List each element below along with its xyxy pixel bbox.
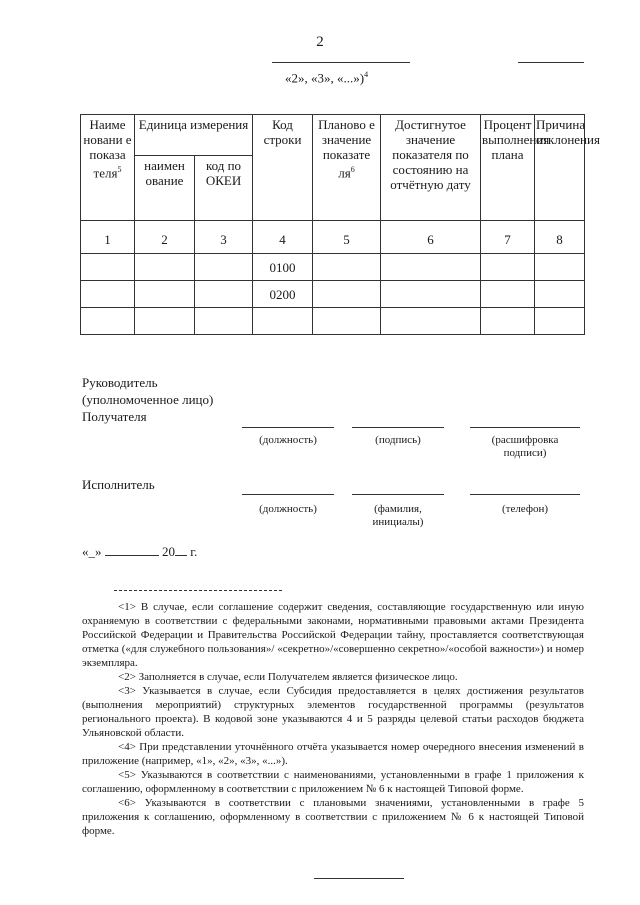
head-signature-line xyxy=(352,427,444,428)
table-row xyxy=(81,254,585,281)
table-cell xyxy=(313,254,381,281)
executor-phone-caption: (телефон) xyxy=(501,503,549,515)
table-cell xyxy=(81,281,135,308)
variant-prefix-line xyxy=(272,62,410,63)
page-number: 2 xyxy=(316,34,324,50)
table-cell xyxy=(381,308,481,335)
row-code-cell: 0100 xyxy=(253,254,313,281)
table-cell xyxy=(195,308,253,335)
report-variant-label xyxy=(285,70,368,86)
table-cell xyxy=(195,281,253,308)
footnote-separator xyxy=(114,590,282,591)
table-cell xyxy=(313,281,381,308)
date-line xyxy=(82,544,197,560)
table-cell xyxy=(195,254,253,281)
head-label: Руководитель (уполномоченное лицо) Получателя xyxy=(82,375,214,424)
header-unit-name: наимен ование xyxy=(135,156,195,221)
footnote-6: <6> Указываются в соответствии с плановыми значениями, установленными в графе 5 приложения к соглашению, оформленному в соответствии с приложением № 6 к настоящей Типовой форме. xyxy=(82,797,584,837)
row-code-cell: 0200 xyxy=(253,281,313,308)
head-name-caption: (расшифровка подписи) xyxy=(491,434,559,459)
column-number: 5 xyxy=(313,221,381,254)
table-cell xyxy=(535,281,585,308)
table-cell xyxy=(481,254,535,281)
table-cell xyxy=(481,308,535,335)
table-cell xyxy=(381,254,481,281)
footnotes xyxy=(82,600,584,838)
column-number: 1 xyxy=(81,221,135,254)
executor-label: Исполнитель xyxy=(82,477,155,492)
date-day: «_» xyxy=(82,544,102,559)
executor-position-line xyxy=(242,494,334,495)
table-cell xyxy=(535,254,585,281)
header-achieved-value: Достигнутое значение показателя по состоянию на отчётную дату xyxy=(381,115,481,221)
head-name-line xyxy=(470,427,580,428)
date-year-suffix: г. xyxy=(190,544,198,559)
footnote-2: <2> Заполняется в случае, если Получателем является физическое лицо. xyxy=(118,671,458,683)
table-cell xyxy=(313,308,381,335)
executor-name-caption: (фамилия, инициалы) xyxy=(372,503,424,528)
closing-line xyxy=(314,878,404,879)
column-number: 3 xyxy=(195,221,253,254)
executor-name-line xyxy=(352,494,444,495)
head-position-line xyxy=(242,427,334,428)
variant-code-line xyxy=(518,62,584,63)
footnote-5: <5> Указываются в соответствии с наименованиями, установленными в графе 1 приложения к соглашению, оформленному в соответствии с приложением № 6 к настоящей Типовой форме. xyxy=(82,769,584,795)
header-indicator-name: Наиме новани е показа теля$^5$ xyxy=(81,115,135,221)
executor-phone-line xyxy=(470,494,580,495)
row-code-cell xyxy=(253,308,313,335)
footnote-4: <4> При представлении уточнённого отчёта указывается номер очередного внесения изменений в приложение (например, «1», «2», «3», «...»). xyxy=(82,741,584,767)
header-percent: Процент выполнения плана xyxy=(481,115,535,221)
column-number: 2 xyxy=(135,221,195,254)
header-unit-code: код по ОКЕИ xyxy=(195,156,253,221)
variant-footnote-ref: 4 xyxy=(364,70,369,79)
head-position-caption: (должность) xyxy=(259,434,317,446)
column-numbers-row xyxy=(81,221,585,254)
table-cell xyxy=(135,308,195,335)
table-cell xyxy=(481,281,535,308)
header-planned-value: Планово е значение показате $ля^6$ xyxy=(313,115,381,221)
column-number: 6 xyxy=(381,221,481,254)
header-row-code: Код строки xyxy=(253,115,313,221)
header-reason: Причина отклонения xyxy=(535,115,585,221)
table-cell xyxy=(81,308,135,335)
table-cell xyxy=(381,281,481,308)
indicators-table xyxy=(80,114,600,335)
table-row xyxy=(81,281,585,308)
date-month-blank xyxy=(105,555,159,556)
executor-position-caption: (должность) xyxy=(259,503,317,515)
header-unit-group: Единица измерения xyxy=(135,115,253,156)
table-cell xyxy=(81,254,135,281)
date-year-prefix: 20 xyxy=(162,544,175,559)
table-cell xyxy=(135,254,195,281)
variant-text: «2», «3», «...») xyxy=(285,70,365,86)
table-row xyxy=(81,308,585,335)
date-year-blank xyxy=(175,555,187,556)
column-number: 8 xyxy=(535,221,585,254)
table-cell xyxy=(135,281,195,308)
footnote-3: <3> Указывается в случае, если Субсидия предоставляется в целях достижения результатов (выполнения мероприятий) структурных элементов государственной программы (результатов регионального проекта). В кодовой зоне указываются 4 и 5 разряды целевой статьи расходов бюджета Ульяновской области. xyxy=(82,685,584,739)
table-cell xyxy=(535,308,585,335)
footnote-1: <1> В случае, если соглашение содержит сведения, составляющие государственную или иную охраняемую в соответствии с федеральными законами, нормативными правовыми актами Президента Российской Федерации и Правительства Российской Федерации тайну, проставляется соответствующая отметка («для служебного пользования»/ «секретно»/«совершенно секретно»/«особой важности») и номер экземпляра. xyxy=(82,601,584,669)
column-number: 4 xyxy=(253,221,313,254)
column-number: 7 xyxy=(481,221,535,254)
head-signature-caption: (подпись) xyxy=(375,434,421,446)
